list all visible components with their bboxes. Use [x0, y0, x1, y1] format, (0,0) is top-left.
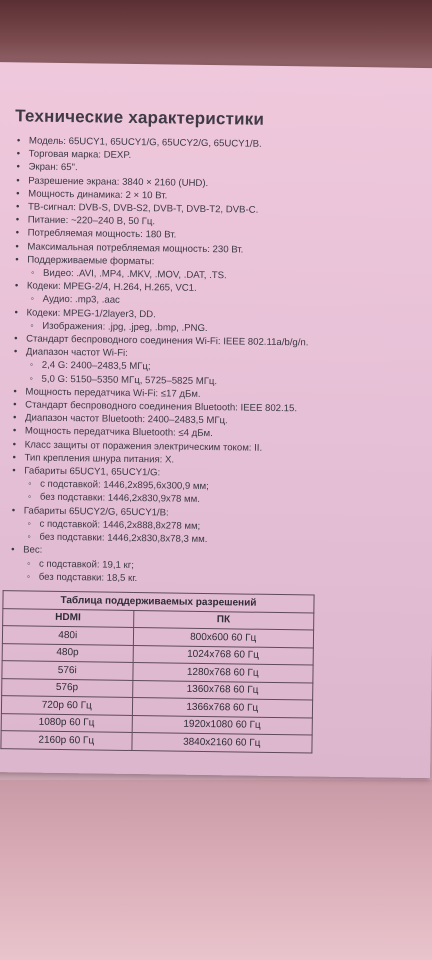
spec-item: • Максимальная потребляемая мощность: 230 Вт.: [15, 240, 415, 259]
spec-subitem: ◦ без подставки: 1446,2x830,8x78,3 мм.: [11, 530, 411, 549]
cell-hdmi: 576i: [2, 661, 133, 680]
cell-hdmi: 576p: [2, 678, 133, 697]
spec-item: • Разрешение экрана: 3840 × 2160 (UHD).: [16, 174, 416, 193]
spec-subitem: ◦ без подставки: 18,5 кг.: [11, 570, 411, 589]
spec-item: • Тип крепления шнура питания: X.: [12, 451, 412, 470]
spec-subitem: ◦ 2,4 G: 2400–2483,5 МГц;: [14, 359, 414, 378]
cell-hdmi: 480i: [2, 626, 133, 645]
spec-item: • Кодеки: MPEG-1/2layer3, DD.: [14, 306, 414, 325]
cell-hdmi: 1080p 60 Гц: [1, 713, 132, 732]
spec-subitem: ◦ с подставкой: 19,1 кг;: [11, 557, 411, 576]
spec-item: • Габариты 65UCY1, 65UCY1/G:: [12, 464, 412, 483]
spec-item: • Вес:: [11, 544, 411, 563]
cell-hdmi: 480p: [2, 643, 133, 662]
spec-item: • Диапазон частот Wi-Fi:: [14, 346, 414, 365]
cell-pc: 1360x768 60 Гц: [132, 680, 313, 700]
spec-item: • Диапазон частот Bluetooth: 2400–2483,5 МГц.: [13, 412, 413, 431]
header-pc: ПК: [133, 610, 314, 630]
spec-subitem: ◦ с подставкой: 1446,2x895,6x300,9 мм;: [12, 478, 412, 497]
spec-item: • Габариты 65UCY2/G, 65UCY1/B:: [12, 504, 412, 523]
cell-pc: 1280x768 60 Гц: [132, 662, 313, 682]
spec-item: • Мощность динамика: 2 × 10 Вт.: [16, 187, 416, 206]
spec-subitem: ◦ Аудио: .mp3, .aac: [15, 293, 415, 312]
spec-item: • Стандарт беспроводного соединения Wi-Fi: IEEE 802.11a/b/g/n.: [14, 332, 414, 351]
cell-pc: 1024x768 60 Гц: [133, 645, 314, 665]
cell-pc: 3840x2160 60 Гц: [131, 732, 312, 752]
cell-pc: 1920x1080 60 Гц: [132, 715, 313, 735]
spec-item: • Питание: ~220–240 В, 50 Гц.: [16, 214, 416, 233]
spec-subitem: ◦ с подставкой: 1446,2x888,8x278 мм;: [11, 517, 411, 536]
spec-item: • Мощность передатчика Bluetooth: ≤4 дБм.: [13, 425, 413, 444]
page-title: Технические характеристики: [15, 106, 265, 129]
spec-subitem: ◦ без подставки: 1446,2x830,9x78 мм.: [12, 491, 412, 510]
resolution-table: [0, 590, 314, 753]
cell-pc: 800x600 60 Гц: [133, 627, 314, 647]
spec-subitem: ◦ Изображения: .jpg, .jpeg, .bmp, .PNG.: [14, 319, 414, 338]
background-fabric-bottom: [0, 780, 432, 960]
cell-pc: 1366x768 60 Гц: [132, 697, 313, 717]
spec-item: • Потребляемая мощность: 180 Вт.: [16, 227, 416, 246]
spec-list: [11, 134, 417, 588]
header-hdmi: HDMI: [3, 608, 134, 627]
manual-page: [0, 62, 432, 778]
spec-subitem: ◦ 5,0 G: 5150–5350 МГц, 5725–5825 МГц.: [13, 372, 413, 391]
table-caption: Таблица поддерживаемых разрешений: [3, 591, 314, 613]
spec-item: • Экран: 65".: [16, 161, 416, 180]
cell-hdmi: 2160p 60 Гц: [1, 731, 132, 750]
spec-item: • Торговая марка: DEXP.: [17, 148, 417, 167]
spec-subitem: ◦ Видео: .AVI, .MP4, .MKV, .MOV, .DAT, .TS.: [15, 266, 415, 285]
spec-item: • Мощность передатчика Wi-Fi: ≤17 дБм.: [13, 385, 413, 404]
spec-item: • Кодеки: MPEG-2/4, H.264, H.265, VC1.: [15, 280, 415, 299]
table-row: [1, 731, 312, 753]
spec-item: • ТВ-сигнал: DVB-S, DVB-S2, DVB-T, DVB-T2, DVB-C.: [16, 200, 416, 219]
spec-item: • Поддерживаемые форматы:: [15, 253, 415, 272]
spec-item: • Стандарт беспроводного соединения Bluetooth: IEEE 802.15.: [13, 398, 413, 417]
cell-hdmi: 720p 60 Гц: [1, 696, 132, 715]
spec-item: • Модель: 65UCY1, 65UCY1/G, 65UCY2/G, 65UCY1/B.: [17, 134, 417, 153]
spec-item: • Класс защиты от поражения электрическим током: II.: [13, 438, 413, 457]
